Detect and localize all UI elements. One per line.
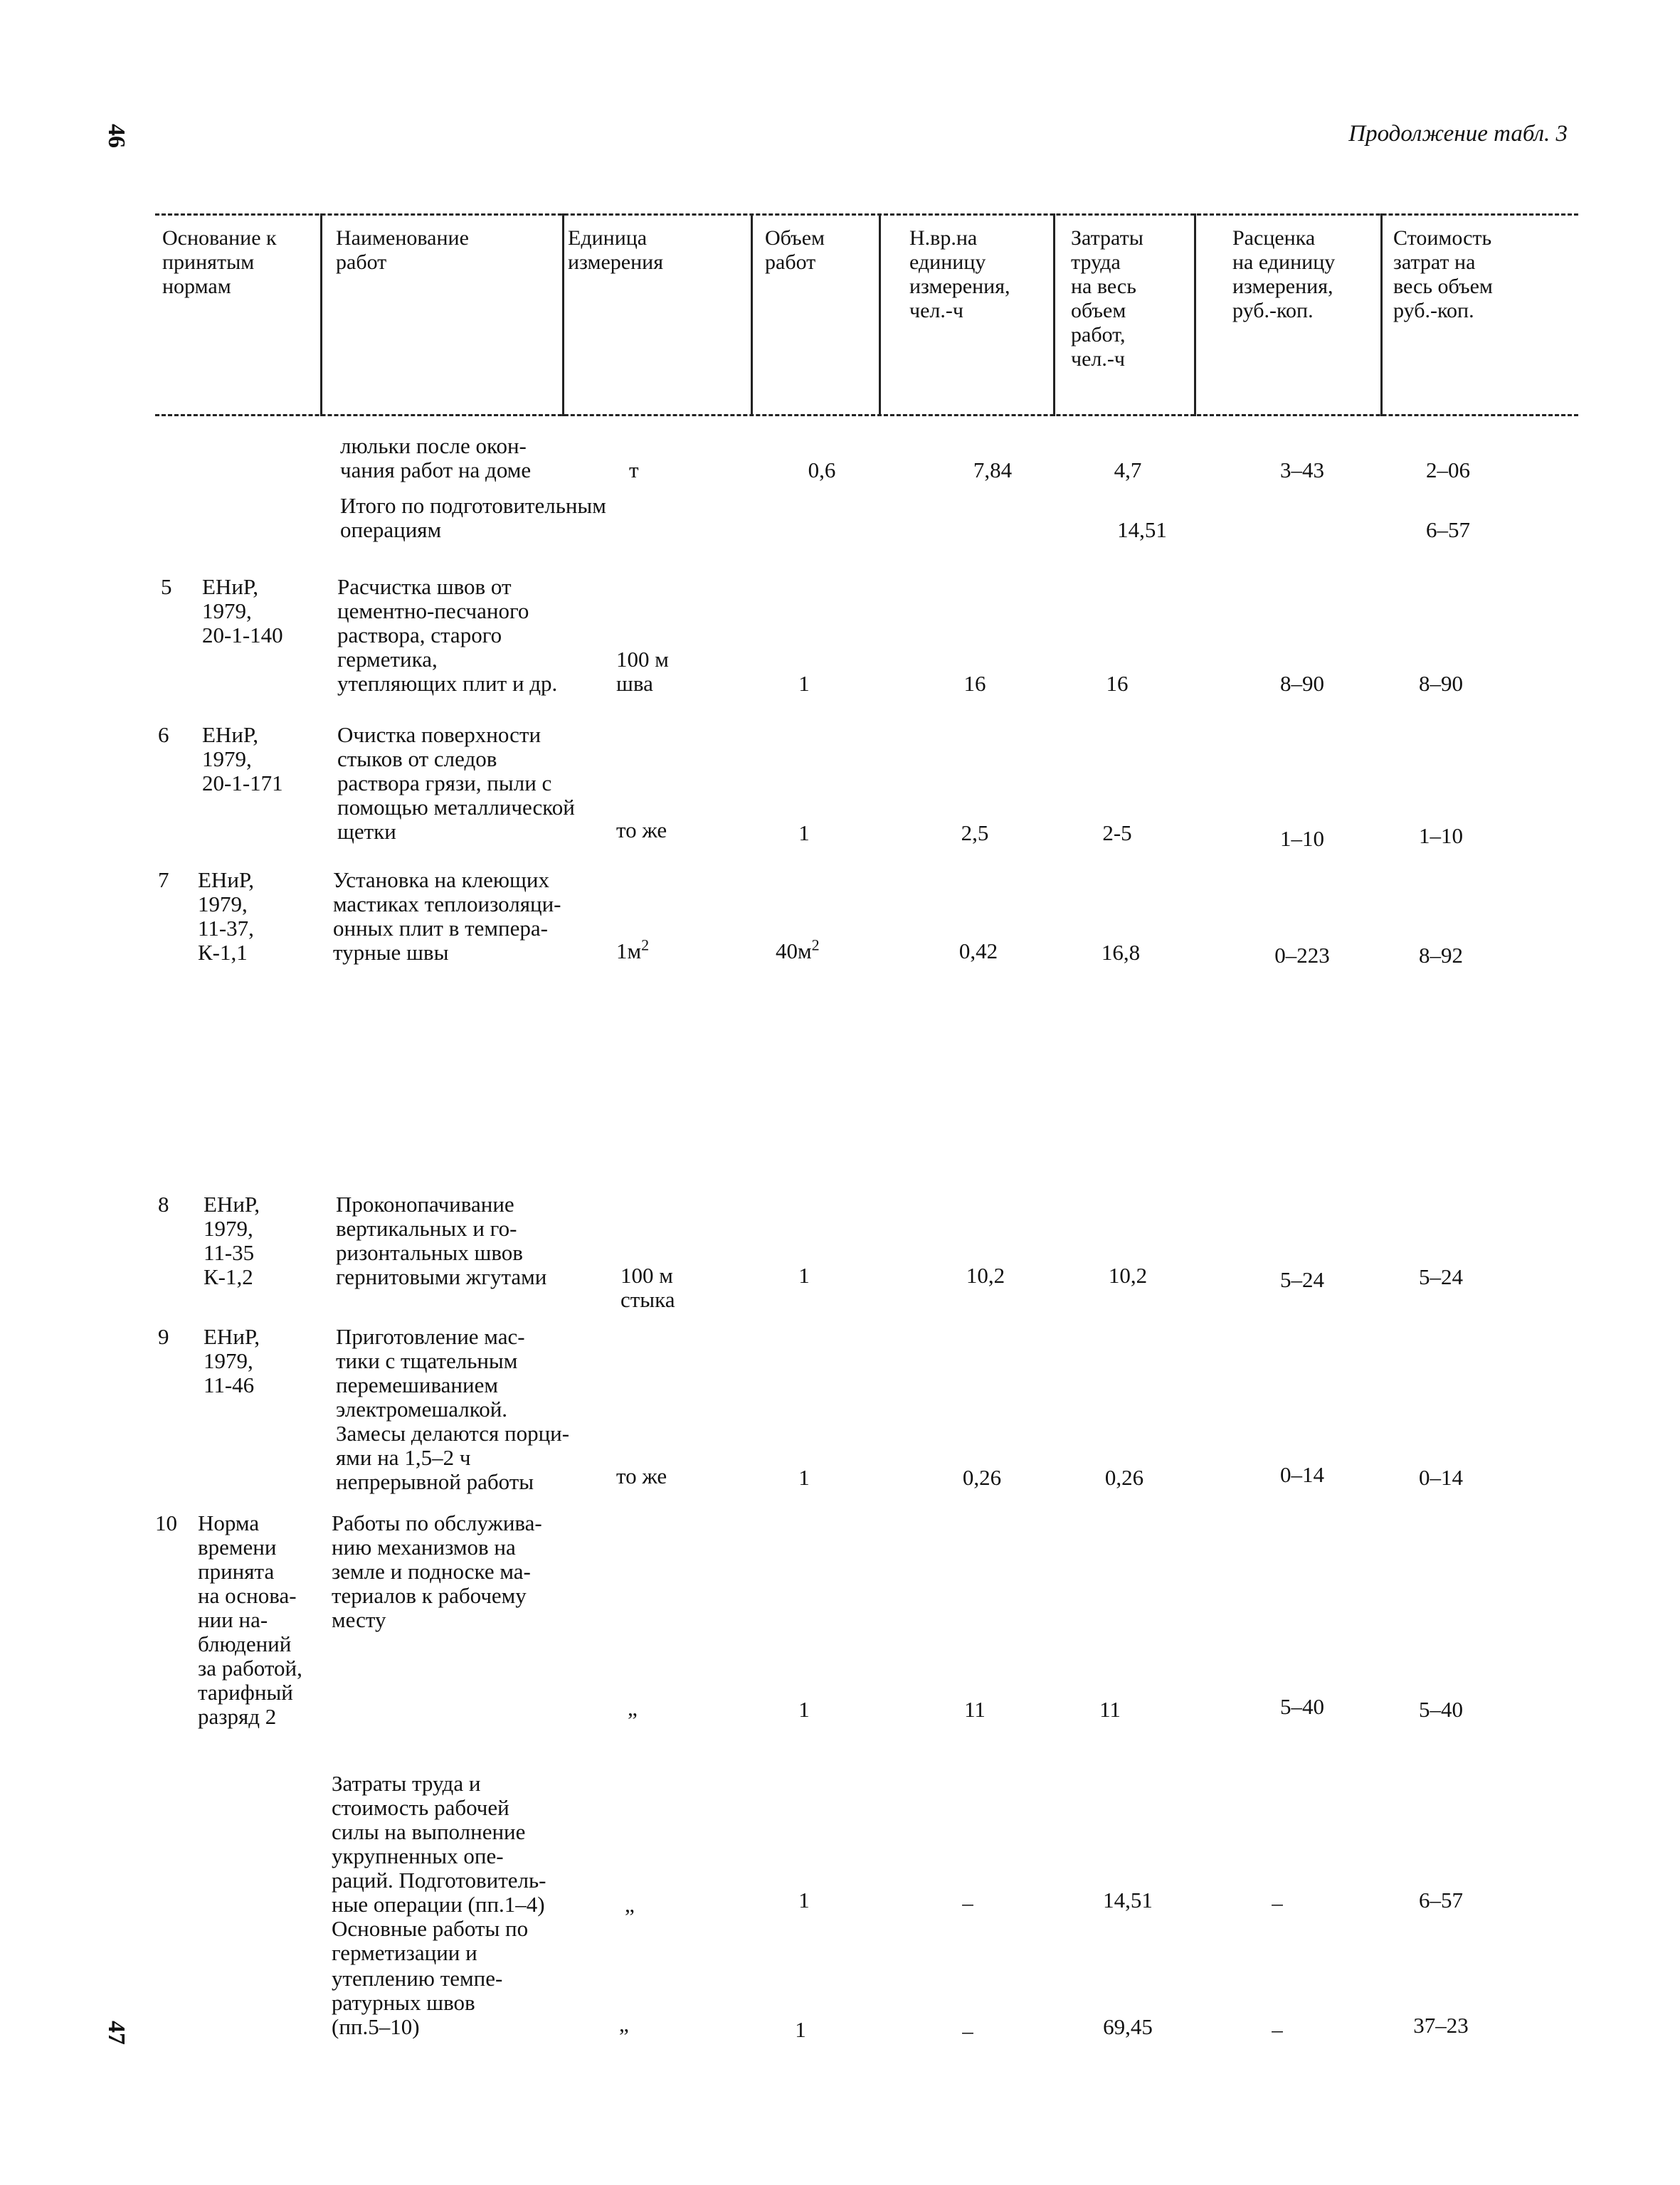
row-3-no: 6 xyxy=(158,722,169,747)
row-2-unit: 100 м шва xyxy=(616,647,669,696)
row-2-name: Расчистка швов от цементно-песчаного раствора, старого герметика, утепляющих плит и др. xyxy=(337,574,558,696)
row-9-volume: 1 xyxy=(795,2017,806,2042)
row-6-unit: то же xyxy=(616,1464,667,1488)
row-5-cost: 5–24 xyxy=(1419,1264,1463,1289)
row-3-basis: ЕНиР, 1979, 20-1-171 xyxy=(202,722,283,795)
row-6-labor: 0,26 xyxy=(1104,1465,1144,1490)
row-9-rate: – xyxy=(1272,2017,1283,2042)
row-1-cost: 6–57 xyxy=(1426,517,1470,542)
row-7-rate: 5–40 xyxy=(1280,1694,1324,1719)
row-0-labor: 4,7 xyxy=(1114,457,1142,482)
row-1-name: Итого по подготовительным операциям xyxy=(340,493,606,542)
column-separator xyxy=(1053,213,1055,416)
row-5-volume: 1 xyxy=(798,1263,810,1288)
row-8-volume: 1 xyxy=(798,1888,810,1912)
row-4-basis: ЕНиР, 1979, 11-37, К-1,1 xyxy=(198,867,255,965)
row-5-rate: 5–24 xyxy=(1280,1267,1324,1292)
row-4-volume xyxy=(776,936,820,963)
row-6-volume: 1 xyxy=(798,1465,810,1490)
header-work-name: Наименование работ xyxy=(336,226,469,274)
row-2-labor: 16 xyxy=(1106,671,1129,696)
row-3-rate: 1–10 xyxy=(1280,826,1324,851)
row-6-rate: 0–14 xyxy=(1280,1462,1324,1487)
row-6-name: Приготовление мас- тики с тщательным перемешиванием электромешалкой. Замесы делаются порци- ями на 1,5–2 ч непрерывной работы xyxy=(336,1324,570,1494)
row-4-unit-exponent: 2 xyxy=(641,936,650,954)
row-8-rate: – xyxy=(1272,1890,1283,1915)
row-8-name: Затраты труда и стоимость рабочей силы на выполнение укрупненных опе- раций. Подготовитель- ные операции (пп.1–4) Основные работы по герметизации и xyxy=(332,1771,546,1965)
row-8-cost: 6–57 xyxy=(1419,1888,1463,1912)
row-7-volume: 1 xyxy=(798,1697,810,1722)
row-9-labor: 69,45 xyxy=(1103,2014,1153,2039)
header-labor-cost: Затраты труда на весь объем работ, чел.-ч xyxy=(1071,226,1143,371)
row-7-basis: Норма времени принята на основа- нии на- блюдений за работой, тарифный разряд 2 xyxy=(198,1511,302,1729)
header-unit: Единица измерения xyxy=(568,226,664,274)
header-top-rule xyxy=(155,213,1578,216)
header-unit-rate: Расценка на единицу измерения, руб.-коп. xyxy=(1232,226,1336,322)
row-6-cost: 0–14 xyxy=(1419,1465,1463,1490)
row-4-rate: 0–223 xyxy=(1274,943,1330,968)
row-3-cost: 1–10 xyxy=(1419,823,1463,848)
row-7-labor: 11 xyxy=(1099,1697,1121,1722)
row-0-rate: 3–43 xyxy=(1280,457,1324,482)
row-3-norm: 2,5 xyxy=(961,820,989,845)
row-8-unit: „ xyxy=(625,1892,635,1917)
row-2-volume: 1 xyxy=(798,671,810,696)
column-separator xyxy=(320,213,322,416)
row-4-cost: 8–92 xyxy=(1419,943,1463,968)
row-4-labor: 16,8 xyxy=(1101,940,1141,965)
row-6-no: 9 xyxy=(158,1324,169,1349)
row-0-cost: 2–06 xyxy=(1426,457,1470,482)
row-5-norm: 10,2 xyxy=(966,1263,1005,1288)
row-9-norm: – xyxy=(962,2019,973,2043)
row-9-unit: „ xyxy=(619,2011,629,2036)
table-caption: Продолжение табл. 3 xyxy=(1348,121,1568,147)
row-0-norm: 7,84 xyxy=(973,457,1013,482)
column-separator xyxy=(1194,213,1196,416)
column-separator xyxy=(879,213,881,416)
row-0-volume: 0,6 xyxy=(808,457,836,482)
row-9-cost: 37–23 xyxy=(1413,2013,1469,2038)
row-3-unit: то же xyxy=(616,818,667,842)
row-5-basis: ЕНиР, 1979, 11-35 К-1,2 xyxy=(204,1192,260,1289)
row-6-norm: 0,26 xyxy=(962,1465,1002,1490)
row-2-no: 5 xyxy=(161,574,172,599)
row-2-cost: 8–90 xyxy=(1419,671,1463,696)
row-7-no: 10 xyxy=(155,1511,177,1535)
row-3-name: Очистка поверхности стыков от следов раствора грязи, пыли с помощью металлической щетки xyxy=(337,722,575,844)
row-4-norm: 0,42 xyxy=(958,938,998,963)
row-7-name: Работы по обслужива- нию механизмов на земле и подноске ма- териалов к рабочему месту xyxy=(332,1511,542,1632)
row-4-volume-exponent: 2 xyxy=(811,936,820,954)
header-basis: Основание к принятым нормам xyxy=(162,226,277,298)
row-8-norm: – xyxy=(962,1890,973,1915)
row-7-cost: 5–40 xyxy=(1419,1697,1463,1722)
row-7-unit: „ xyxy=(628,1695,638,1720)
row-4-volume-base: 40м xyxy=(776,938,812,963)
row-0-unit: т xyxy=(629,457,639,482)
column-separator xyxy=(562,213,564,416)
header-bottom-rule xyxy=(155,414,1578,416)
row-5-labor: 10,2 xyxy=(1108,1263,1148,1288)
row-9-name: утеплению темпе- ратурных швов (пп.5–10) xyxy=(332,1966,503,2039)
header-volume: Объем работ xyxy=(765,226,825,274)
row-2-norm: 16 xyxy=(963,671,986,696)
row-3-volume: 1 xyxy=(798,820,810,845)
row-2-rate: 8–90 xyxy=(1280,671,1324,696)
row-1-labor: 14,51 xyxy=(1117,517,1167,542)
row-3-labor: 2-5 xyxy=(1102,820,1132,845)
page-number-top: 46 xyxy=(103,124,130,148)
row-5-unit: 100 м стыка xyxy=(620,1263,675,1312)
row-5-no: 8 xyxy=(158,1192,169,1217)
row-8-labor: 14,51 xyxy=(1103,1888,1153,1912)
row-0-name: люльки после окон- чания работ на доме xyxy=(340,433,532,482)
row-2-basis: ЕНиР, 1979, 20-1-140 xyxy=(202,574,283,647)
column-separator xyxy=(1380,213,1383,416)
row-4-no: 7 xyxy=(158,867,169,892)
row-7-norm: 11 xyxy=(964,1697,986,1722)
column-separator xyxy=(751,213,753,416)
row-4-unit xyxy=(616,936,650,963)
header-total-cost: Стоимость затрат на весь объем руб.-коп. xyxy=(1393,226,1493,322)
page-number-bottom: 47 xyxy=(103,2021,130,2045)
row-4-unit-base: 1м xyxy=(616,938,642,963)
row-4-name: Установка на клеющих мастиках теплоизоляци- онных плит в темпера- турные швы xyxy=(333,867,561,965)
row-6-basis: ЕНиР, 1979, 11-46 xyxy=(204,1324,260,1397)
header-time-norm: Н.вр.на единицу измерения, чел.-ч xyxy=(909,226,1010,322)
row-5-name: Проконопачивание вертикальных и го- ризонтальных швов гернитовыми жгутами xyxy=(336,1192,547,1289)
